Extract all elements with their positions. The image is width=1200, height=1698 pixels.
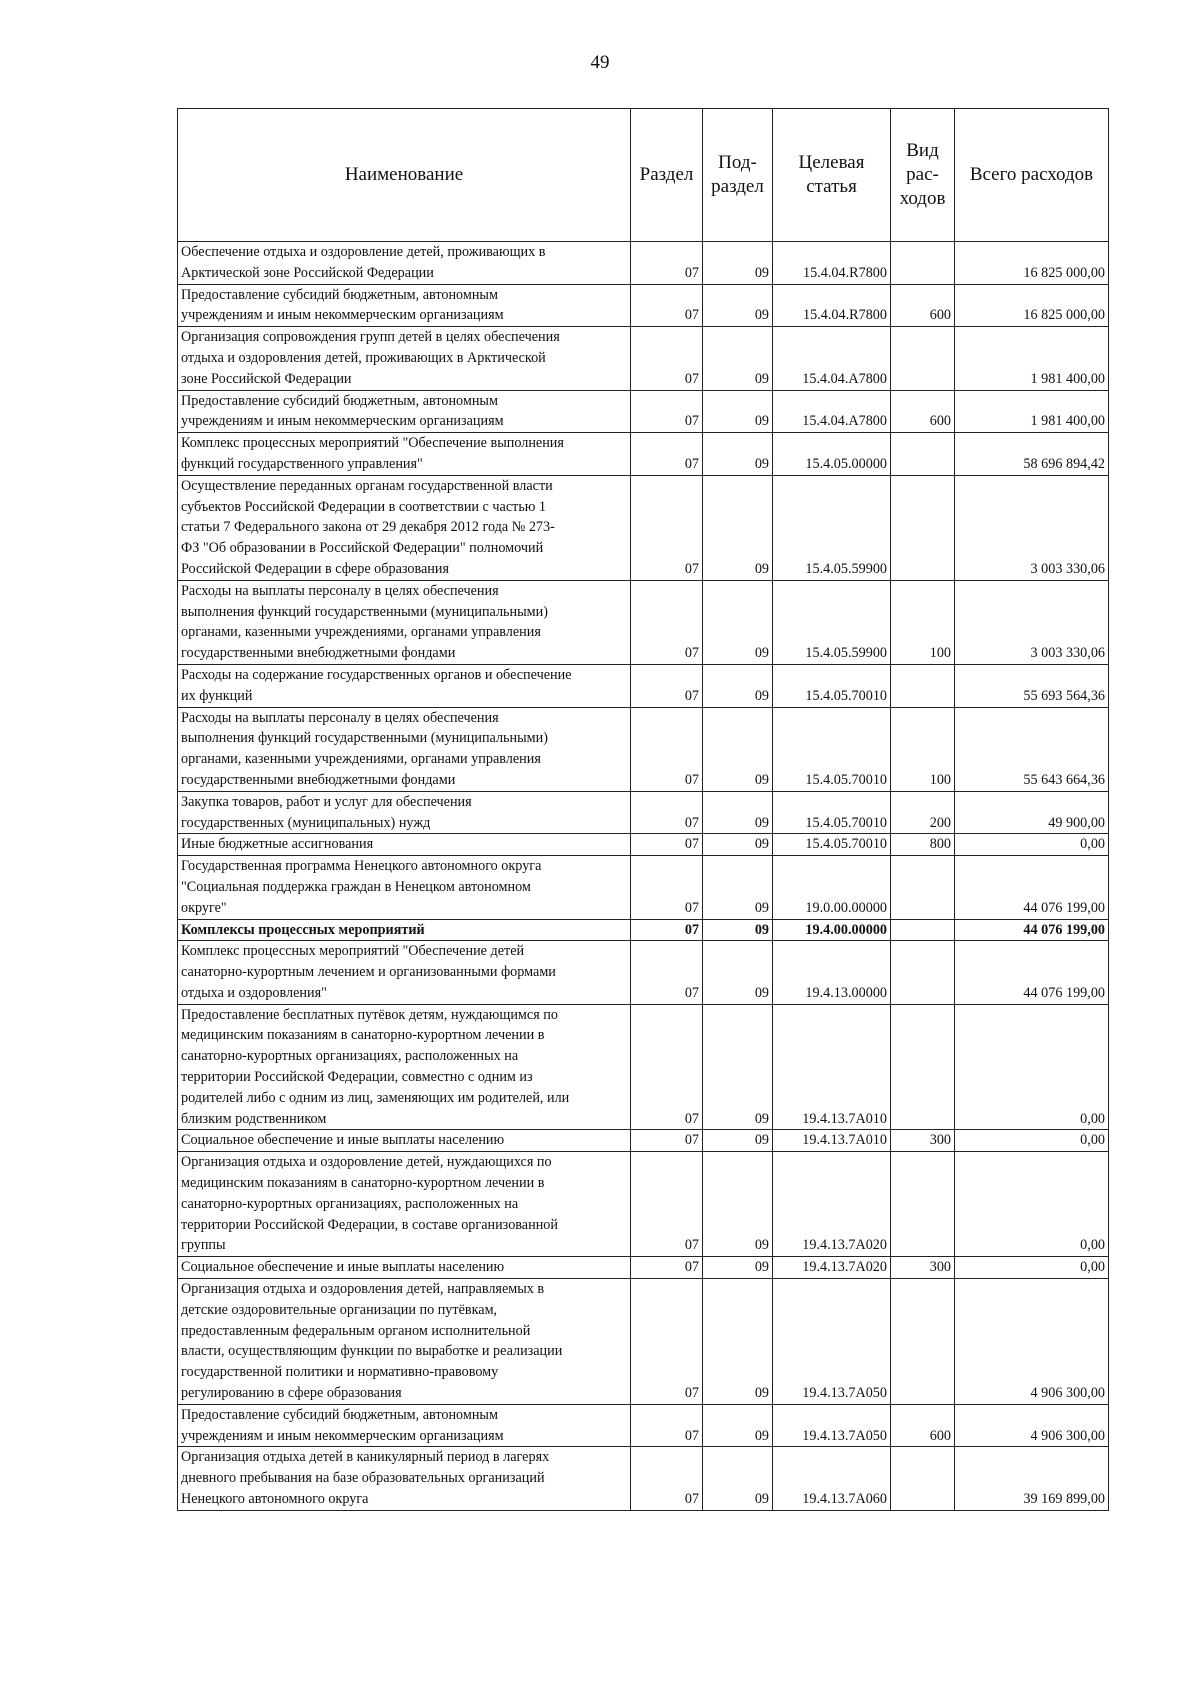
row-name-cell: Организация отдыха детей в каникулярный период в лагерях дневного пребывания на базе образовательных организаций Ненецкого автономного округа — [178, 1447, 631, 1510]
table-row — [178, 791, 1109, 834]
row-section-cell: 07 — [631, 1004, 703, 1130]
table-row — [178, 1130, 1109, 1152]
row-target-cell: 15.4.05.70010 — [773, 791, 891, 834]
row-target-cell: 19.4.13.7A010 — [773, 1004, 891, 1130]
row-subsection-cell: 09 — [703, 390, 773, 433]
row-name-cell: Предоставление субсидий бюджетным, автономным учреждениям и иным некоммерческим организациям — [178, 1404, 631, 1447]
row-subsection-cell: 09 — [703, 475, 773, 580]
row-section-cell: 07 — [631, 1257, 703, 1279]
table-row — [178, 284, 1109, 327]
row-type-cell — [891, 433, 955, 476]
row-target-cell: 15.4.04.A7800 — [773, 327, 891, 390]
row-type-cell — [891, 1004, 955, 1130]
row-subsection-cell: 09 — [703, 284, 773, 327]
row-subsection-cell: 09 — [703, 1130, 773, 1152]
table-body — [178, 242, 1109, 1511]
row-type-cell — [891, 475, 955, 580]
row-name-cell: Иные бюджетные ассигнования — [178, 834, 631, 856]
row-type-cell — [891, 1279, 955, 1405]
table-row — [178, 242, 1109, 285]
row-type-cell: 200 — [891, 791, 955, 834]
row-subsection-cell: 09 — [703, 1257, 773, 1279]
row-target-cell: 15.4.05.70010 — [773, 664, 891, 707]
row-section-cell: 07 — [631, 707, 703, 791]
table-row — [178, 941, 1109, 1004]
row-type-cell: 800 — [891, 834, 955, 856]
row-target-cell: 19.4.13.7A060 — [773, 1447, 891, 1510]
row-target-cell: 19.4.13.7A020 — [773, 1257, 891, 1279]
row-name-cell: Закупка товаров, работ и услуг для обеспечения государственных (муниципальных) нужд — [178, 791, 631, 834]
row-target-cell: 19.4.13.7A020 — [773, 1152, 891, 1257]
budget-table — [177, 108, 1109, 1511]
row-section-cell: 07 — [631, 856, 703, 919]
row-section-cell: 07 — [631, 1152, 703, 1257]
row-subsection-cell: 09 — [703, 664, 773, 707]
row-total-cell: 0,00 — [955, 1257, 1109, 1279]
table-row — [178, 1404, 1109, 1447]
row-total-cell: 44 076 199,00 — [955, 919, 1109, 941]
row-total-cell: 0,00 — [955, 1004, 1109, 1130]
row-section-cell: 07 — [631, 1404, 703, 1447]
row-target-cell: 15.4.04.A7800 — [773, 390, 891, 433]
row-total-cell: 39 169 899,00 — [955, 1447, 1109, 1510]
table-row — [178, 707, 1109, 791]
table-row — [178, 1004, 1109, 1130]
row-section-cell: 07 — [631, 834, 703, 856]
row-total-cell: 55 643 664,36 — [955, 707, 1109, 791]
row-target-cell: 15.4.05.70010 — [773, 834, 891, 856]
row-type-cell — [891, 856, 955, 919]
row-target-cell: 15.4.05.70010 — [773, 707, 891, 791]
table-row — [178, 390, 1109, 433]
row-target-cell: 15.4.04.R7800 — [773, 284, 891, 327]
row-target-cell: 15.4.04.R7800 — [773, 242, 891, 285]
table-row — [178, 919, 1109, 941]
row-section-cell: 07 — [631, 327, 703, 390]
row-section-cell: 07 — [631, 1130, 703, 1152]
row-name-cell: Социальное обеспечение и иные выплаты населению — [178, 1130, 631, 1152]
row-type-cell: 600 — [891, 390, 955, 433]
row-target-cell: 15.4.05.59900 — [773, 580, 891, 664]
row-name-cell: Предоставление субсидий бюджетным, автономным учреждениям и иным некоммерческим организациям — [178, 284, 631, 327]
row-type-cell: 100 — [891, 580, 955, 664]
row-section-cell: 07 — [631, 1447, 703, 1510]
header-target: Целевая статья — [773, 109, 891, 242]
row-type-cell: 100 — [891, 707, 955, 791]
table-row — [178, 580, 1109, 664]
table-row — [178, 1257, 1109, 1279]
row-type-cell: 600 — [891, 284, 955, 327]
row-subsection-cell: 09 — [703, 707, 773, 791]
row-target-cell: 19.4.13.7A050 — [773, 1404, 891, 1447]
header-total: Всего расходов — [955, 109, 1109, 242]
table-row — [178, 834, 1109, 856]
row-subsection-cell: 09 — [703, 941, 773, 1004]
row-type-cell — [891, 242, 955, 285]
row-total-cell: 55 693 564,36 — [955, 664, 1109, 707]
row-subsection-cell: 09 — [703, 1404, 773, 1447]
row-section-cell: 07 — [631, 284, 703, 327]
row-name-cell: Расходы на содержание государственных органов и обеспечение их функций — [178, 664, 631, 707]
row-target-cell: 19.4.13.7A050 — [773, 1279, 891, 1405]
row-name-cell: Предоставление субсидий бюджетным, автономным учреждениям и иным некоммерческим организациям — [178, 390, 631, 433]
table-header-row — [178, 109, 1109, 242]
row-total-cell: 3 003 330,06 — [955, 580, 1109, 664]
row-type-cell — [891, 664, 955, 707]
table-row — [178, 475, 1109, 580]
row-target-cell: 19.4.00.00000 — [773, 919, 891, 941]
row-section-cell: 07 — [631, 433, 703, 476]
row-section-cell: 07 — [631, 791, 703, 834]
row-section-cell: 07 — [631, 664, 703, 707]
row-name-cell: Предоставление бесплатных путёвок детям, нуждающимся по медицинским показаниям в санаторно-курортном лечении в санаторно-курортных организациях, расположенных на территории Российской Федерации, совместно с одним из родителей либо с одним из лиц, заменяющих им родителей, или близким родственником — [178, 1004, 631, 1130]
header-type: Вид рас- ходов — [891, 109, 955, 242]
row-section-cell: 07 — [631, 941, 703, 1004]
row-subsection-cell: 09 — [703, 580, 773, 664]
table-row — [178, 856, 1109, 919]
row-total-cell: 1 981 400,00 — [955, 390, 1109, 433]
row-total-cell: 4 906 300,00 — [955, 1279, 1109, 1405]
row-type-cell — [891, 941, 955, 1004]
page-number: 49 — [590, 52, 610, 73]
table-row — [178, 1152, 1109, 1257]
row-subsection-cell: 09 — [703, 1152, 773, 1257]
row-name-cell: Расходы на выплаты персоналу в целях обеспечения выполнения функций государственными (муниципальными) органами, казенными учреждениями, органами управления государственными внебюджетными фондами — [178, 707, 631, 791]
row-target-cell: 15.4.05.00000 — [773, 433, 891, 476]
row-type-cell — [891, 327, 955, 390]
row-type-cell: 300 — [891, 1257, 955, 1279]
row-subsection-cell: 09 — [703, 433, 773, 476]
row-subsection-cell: 09 — [703, 327, 773, 390]
row-type-cell: 300 — [891, 1130, 955, 1152]
row-total-cell: 0,00 — [955, 834, 1109, 856]
row-name-cell: Организация отдыха и оздоровления детей, направляемых в детские оздоровительные организации по путёвкам, предоставленным федеральным органом исполнительной власти, осуществляющим функции по выработке и реализации государственной политики и нормативно-правовому регулированию в сфере образования — [178, 1279, 631, 1405]
row-section-cell: 07 — [631, 390, 703, 433]
row-total-cell: 0,00 — [955, 1152, 1109, 1257]
row-target-cell: 15.4.05.59900 — [773, 475, 891, 580]
row-name-cell: Комплексы процессных мероприятий — [178, 919, 631, 941]
row-type-cell — [891, 1447, 955, 1510]
row-name-cell: Расходы на выплаты персоналу в целях обеспечения выполнения функций государственными (муниципальными) органами, казенными учреждениями, органами управления государственными внебюджетными фондами — [178, 580, 631, 664]
row-total-cell: 16 825 000,00 — [955, 242, 1109, 285]
header-name: Наименование — [178, 109, 631, 242]
row-total-cell: 44 076 199,00 — [955, 941, 1109, 1004]
header-section: Раздел — [631, 109, 703, 242]
table-row — [178, 1447, 1109, 1510]
table-row — [178, 327, 1109, 390]
row-name-cell: Осуществление переданных органам государственной власти субъектов Российской Федерации в соответствии с частью 1 статьи 7 Федерального закона от 29 декабря 2012 года № 273- ФЗ "Об образовании в Российской Федерации" полномочий Российской Федерации в сфере образования — [178, 475, 631, 580]
row-target-cell: 19.0.00.00000 — [773, 856, 891, 919]
row-subsection-cell: 09 — [703, 856, 773, 919]
header-subsection: Под- раздел — [703, 109, 773, 242]
row-subsection-cell: 09 — [703, 1004, 773, 1130]
row-name-cell: Комплекс процессных мероприятий "Обеспечение детей санаторно-курортным лечением и организованными формами отдыха и оздоровления" — [178, 941, 631, 1004]
row-name-cell: Социальное обеспечение и иные выплаты населению — [178, 1257, 631, 1279]
row-subsection-cell: 09 — [703, 834, 773, 856]
row-section-cell: 07 — [631, 1279, 703, 1405]
row-total-cell: 4 906 300,00 — [955, 1404, 1109, 1447]
row-total-cell: 3 003 330,06 — [955, 475, 1109, 580]
row-total-cell: 16 825 000,00 — [955, 284, 1109, 327]
row-subsection-cell: 09 — [703, 1447, 773, 1510]
table-row — [178, 433, 1109, 476]
row-total-cell: 49 900,00 — [955, 791, 1109, 834]
row-type-cell: 600 — [891, 1404, 955, 1447]
row-subsection-cell: 09 — [703, 1279, 773, 1405]
row-target-cell: 19.4.13.7A010 — [773, 1130, 891, 1152]
row-type-cell — [891, 1152, 955, 1257]
row-section-cell: 07 — [631, 580, 703, 664]
row-section-cell: 07 — [631, 475, 703, 580]
row-total-cell: 58 696 894,42 — [955, 433, 1109, 476]
row-total-cell: 1 981 400,00 — [955, 327, 1109, 390]
row-subsection-cell: 09 — [703, 242, 773, 285]
row-subsection-cell: 09 — [703, 919, 773, 941]
row-target-cell: 19.4.13.00000 — [773, 941, 891, 1004]
row-name-cell: Комплекс процессных мероприятий "Обеспечение выполнения функций государственного управления" — [178, 433, 631, 476]
row-name-cell: Организация сопровождения групп детей в целях обеспечения отдыха и оздоровления детей, проживающих в Арктической зоне Российской Федерации — [178, 327, 631, 390]
row-subsection-cell: 09 — [703, 791, 773, 834]
table-row — [178, 1279, 1109, 1405]
row-name-cell: Обеспечение отдыха и оздоровление детей, проживающих в Арктической зоне Российской Федерации — [178, 242, 631, 285]
row-total-cell: 44 076 199,00 — [955, 856, 1109, 919]
row-type-cell — [891, 919, 955, 941]
row-name-cell: Организация отдыха и оздоровление детей, нуждающихся по медицинским показаниям в санаторно-курортном лечении в санаторно-курортных организациях, расположенных на территории Российской Федерации, в составе организованной группы — [178, 1152, 631, 1257]
row-section-cell: 07 — [631, 242, 703, 285]
row-name-cell: Государственная программа Ненецкого автономного округа "Социальная поддержка граждан в Ненецком автономном округе" — [178, 856, 631, 919]
row-total-cell: 0,00 — [955, 1130, 1109, 1152]
table-row — [178, 664, 1109, 707]
row-section-cell: 07 — [631, 919, 703, 941]
